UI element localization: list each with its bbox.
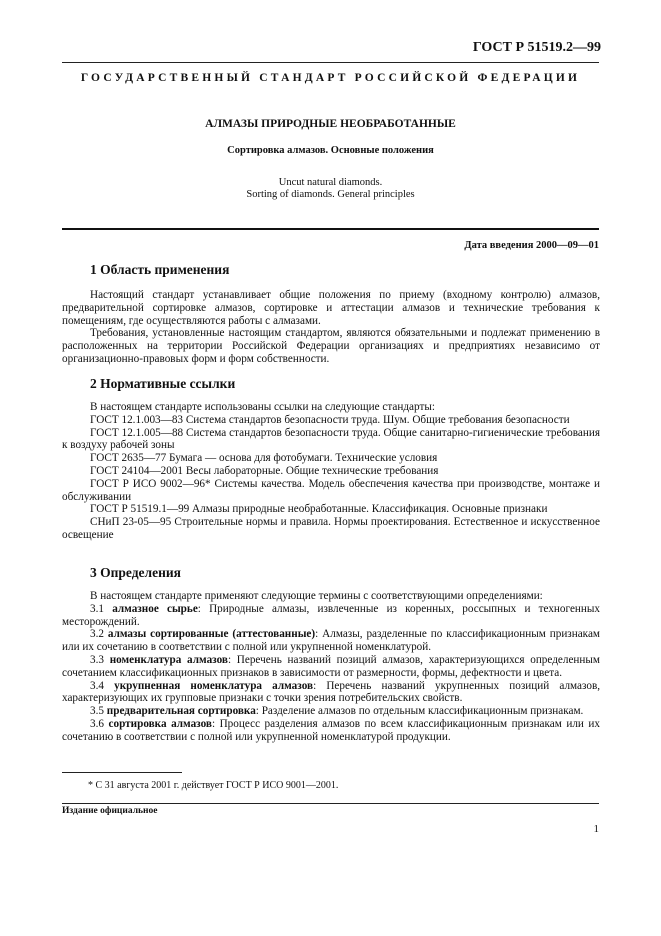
definition-text: Процесс разделения алмазов по всем классификационным признакам или их сочетанию в соответствии с полной или укрупненной номенклатурой продукции. — [62, 717, 601, 743]
definition-number: 3.4 — [90, 679, 104, 692]
definition-item — [62, 705, 600, 718]
title-rule — [62, 228, 599, 230]
standard-title: ГОСУДАРСТВЕННЫЙ СТАНДАРТ РОССИЙСКОЙ ФЕДЕРАЦИИ — [80, 72, 581, 84]
definition-number: 3.2 — [90, 628, 104, 641]
definition-number: 3.5 — [90, 705, 104, 718]
definition-item — [62, 680, 600, 706]
definition-item — [62, 628, 600, 654]
definition-text: Алмазы, разделенные по классификационным признакам или их сочетанию в соответствии с полной или укрупненной номенклатурой. — [62, 628, 600, 654]
definition-number: 3.1 — [90, 602, 104, 615]
definition-item — [62, 718, 600, 744]
section-2-heading: 2 Нормативные ссылки — [90, 376, 236, 391]
section-1-body — [62, 289, 600, 366]
definition-text: Перечень названий укрупненных позиций алмазов, характеризующих их групповые признаки с точки зрения потребительских свойств. — [62, 679, 601, 705]
edition-label: Издание официальное — [62, 806, 158, 816]
definition-text: Перечень названий позиций алмазов, характеризующихся определенным сочетанием классификационных признаков в зависимости от размерности, формы, дефектности и цвета. — [62, 653, 600, 679]
reference-item: СНиП 23-05—95 Строительные нормы и правила. Нормы проектирования. Естественное и искусственное освещение — [62, 516, 600, 541]
definition-term: номенклатура алмазов — [109, 653, 228, 666]
definition-number: 3.3 — [90, 653, 104, 666]
reference-item: ГОСТ 24104—2001 Весы лабораторные. Общие технические требования — [90, 464, 439, 477]
section-3-body — [62, 590, 600, 744]
definition-separator: : — [313, 679, 317, 692]
section-2-body — [62, 401, 600, 542]
section-2-intro: В настоящем стандарте использованы ссылки на следующие стандарты: — [90, 401, 435, 413]
reference-item: ГОСТ Р 51519.1—99 Алмазы природные необработанные. Классификация. Основные признаки — [90, 503, 548, 516]
footnote: * С 31 августа 2001 г. действует ГОСТ Р ИСО 9001—2001. — [88, 780, 339, 791]
definition-text: Природные алмазы, извлеченные из коренных, россыпных и техногенных месторождений. — [62, 602, 601, 628]
reference-item: ГОСТ Р ИСО 9002—96* Системы качества. Модель обеспечения качества при производстве, монтаже и обслуживании — [62, 477, 600, 503]
english-title-line1: Uncut natural diamonds. — [278, 177, 383, 188]
document-title: АЛМАЗЫ ПРИРОДНЫЕ НЕОБРАБОТАННЫЕ — [205, 118, 456, 130]
definition-term: алмазное сырье — [112, 602, 198, 615]
gost-number: ГОСТ Р 51519.2—99 — [472, 40, 601, 55]
definition-separator: : — [197, 602, 201, 615]
definition-separator: : — [211, 717, 216, 730]
reference-item: ГОСТ 2635—77 Бумага — основа для фотобумаги. Технические условия — [90, 452, 438, 465]
definition-item — [62, 654, 600, 680]
section-3-intro: В настоящем стандарте применяют следующие термины с соответствующими определениями: — [90, 590, 543, 602]
definition-term: сортировка алмазов — [108, 717, 212, 730]
footnote-rule — [62, 772, 182, 773]
page-number: 1 — [593, 823, 599, 835]
english-title-line2: Sorting of diamonds. General principles — [246, 189, 415, 200]
footer-rule — [62, 803, 599, 804]
section-1-heading: 1 Область применения — [90, 262, 230, 277]
definition-text: Разделение алмазов по отдельным классификационным признакам. — [258, 705, 584, 718]
header-rule — [62, 62, 599, 63]
definition-separator: : — [255, 705, 259, 718]
reference-item: ГОСТ 12.1.005—88 Система стандартов безопасности труда. Общие санитарно-гигиенические требования к воздуху рабочей зоны — [62, 426, 600, 452]
definition-item — [62, 603, 600, 629]
definition-term: алмазы сортированные (аттестованные) — [107, 628, 316, 641]
document-subtitle: Сортировка алмазов. Основные положения — [227, 145, 434, 156]
intro-date: Дата введения 2000—09—01 — [464, 240, 599, 251]
definition-term: укрупненная номенклатура алмазов — [114, 679, 314, 692]
definition-separator: : — [227, 653, 232, 666]
section-1-paragraph: Требования, установленные настоящим стандартом, являются обязательными и подлежат применению в расположенных на территории Российской Федерации организациях и предприятиях независимо от организационно-правовых форм и форм собственности. — [62, 327, 600, 365]
definition-term: предварительная сортировка — [106, 705, 256, 718]
definition-separator: : — [315, 628, 319, 641]
section-3-heading: 3 Определения — [90, 565, 181, 580]
definition-number: 3.6 — [90, 717, 104, 730]
section-1-paragraph: Настоящий стандарт устанавливает общие положения по приему (входному контролю) алмазов, предварительной сортировке алмазов, сортировке и аттестации алмазов и технические требования к помещениям, где осуществляются работы с алмазами. — [62, 289, 600, 327]
reference-item: ГОСТ 12.1.003—83 Система стандартов безопасности труда. Шум. Общие требования безопасности — [90, 413, 570, 426]
